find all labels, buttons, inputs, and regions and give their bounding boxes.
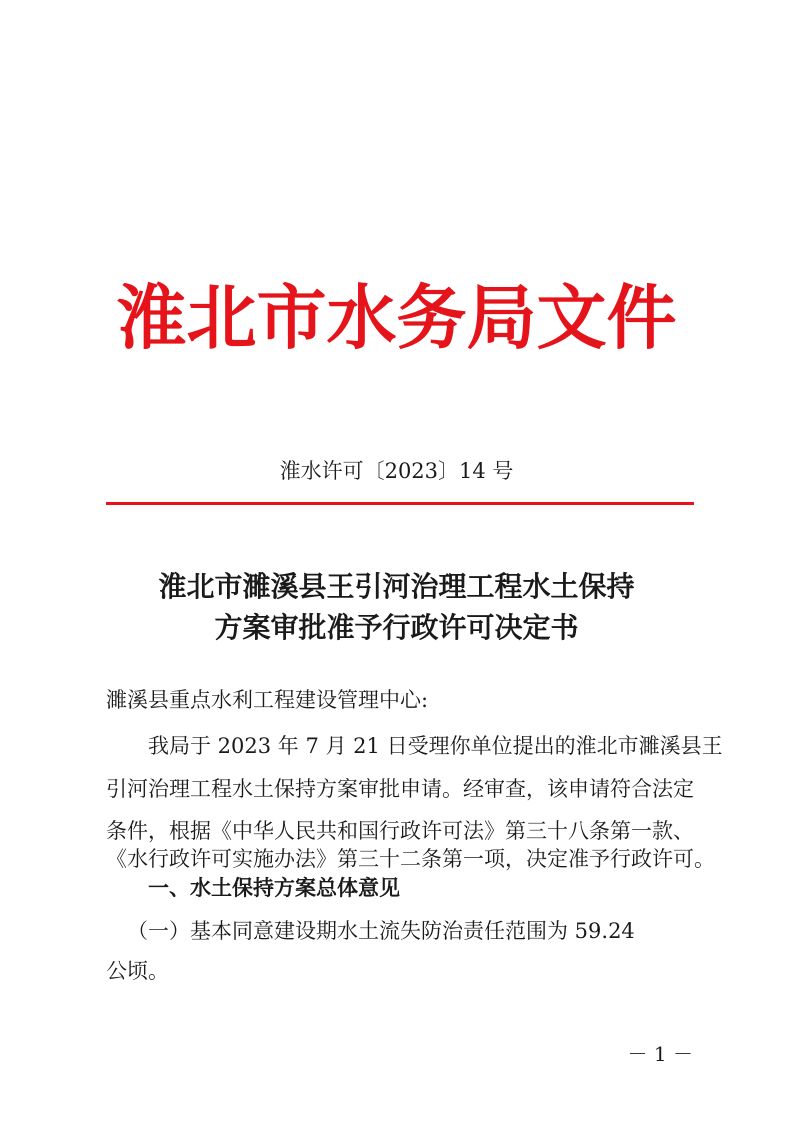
paragraph-line: 我局于 2023 年 7 月 21 日受理你单位提出的淮北市濉溪县王 (148, 734, 723, 758)
paragraph-line: 《水行政许可实施办法》第三十二条第一项，决定准予行政许可。 (106, 847, 715, 871)
subject-title-line-1: 淮北市濉溪县王引河治理工程水土保持 (158, 570, 635, 603)
document-header-title: 淮北市水务局文件 (116, 276, 677, 359)
subject-title-line-2: 方案审批准予行政许可决定书 (214, 611, 579, 644)
list-item-line: 公顷。 (106, 959, 169, 983)
list-item-line: （一）基本同意建设期水土流失防治责任范围为 59.24 (127, 919, 635, 943)
document-number: 淮水许可〔2023〕14 号 (279, 459, 514, 483)
paragraph-line: 引河治理工程水土保持方案审批申请。经审查，该申请符合法定 (106, 777, 694, 801)
subject-title (0, 566, 793, 648)
red-separator-line (106, 502, 694, 505)
section-heading: 一、水土保持方案总体意见 (148, 876, 400, 900)
paragraph-line: 条件，根据《中华人民共和国行政许可法》第三十八条第一款、 (106, 819, 694, 843)
page-number: － 1 － (627, 1042, 693, 1066)
addressee: 濉溪县重点水利工程建设管理中心: (106, 688, 429, 712)
